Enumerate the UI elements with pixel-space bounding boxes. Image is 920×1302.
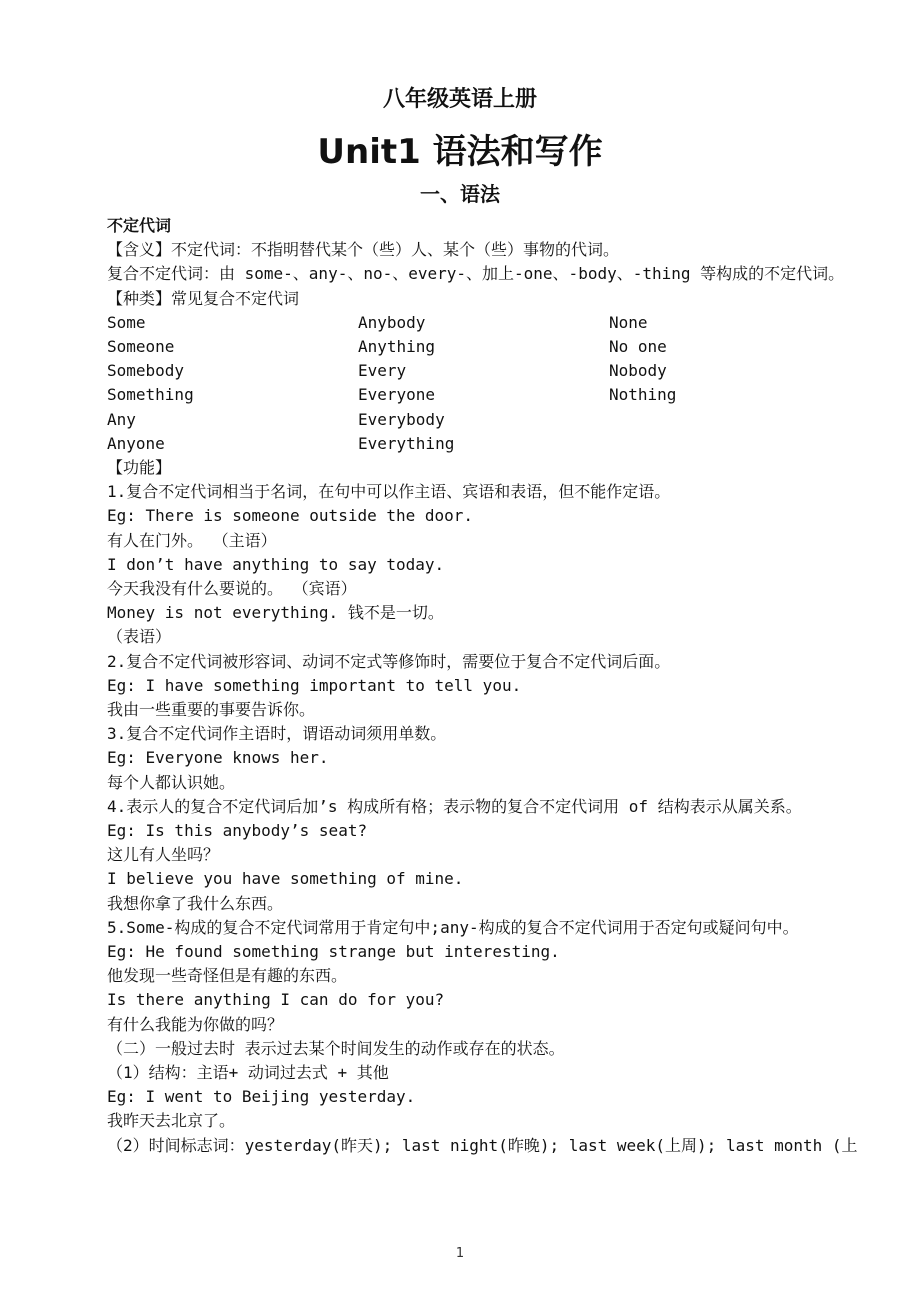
text-line: Eg: He found something strange but interesting.	[107, 942, 560, 961]
text-line: 我想你拿了我什么东西。	[107, 893, 284, 913]
document-body	[70, 214, 860, 1158]
text-line: 有人在门外。 （主语）	[107, 530, 277, 550]
text-line: 1.复合不定代词相当于名词，在句中可以作主语、宾语和表语，但不能作定语。	[107, 482, 671, 502]
pronoun-cell: Every	[358, 361, 407, 381]
types-heading: 【种类】常见复合不定代词	[107, 288, 300, 308]
page-number: 1	[455, 1246, 465, 1261]
pronoun-row	[107, 335, 860, 359]
pronoun-cell: Something	[107, 385, 194, 405]
text-line: I don’t have anything to say today.	[107, 554, 445, 574]
text-line: 每个人都认识她。	[107, 772, 236, 792]
text-line: 3.复合不定代词作主语时，谓语动词须用单数。	[107, 724, 447, 744]
pronoun-row	[107, 408, 860, 432]
pronoun-cell: No one	[609, 337, 667, 356]
grade-title: 八年级英语上册	[382, 87, 537, 112]
text-line: 今天我没有什么要说的。 （宾语）	[107, 578, 357, 598]
compound-definition: 复合不定代词：由 some-、any-、no-、every-、加上-one、-body、-thing 等构成的不定代词。	[107, 264, 845, 284]
text-line: （1）结构：主语+ 动词过去式 + 其他	[107, 1063, 389, 1083]
text-line: Eg: Is this anybody’s seat?	[107, 820, 368, 840]
pronoun-cell: Anybody	[358, 312, 426, 332]
text-line: 这儿有人坐吗？	[107, 845, 220, 865]
text-line: I believe you have something of mine.	[107, 869, 464, 889]
text-line: 有什么我能为你做的吗？	[107, 1014, 284, 1034]
text-line: 我昨天去北京了。	[107, 1111, 236, 1131]
pronoun-cell: Some	[107, 312, 146, 332]
rule-5: 5.Some-构成的复合不定代词常用于肯定句中;any-构成的复合不定代词用于否定句或疑问句中。	[107, 917, 799, 937]
pronoun-table	[70, 311, 860, 456]
pronoun-cell	[609, 432, 860, 456]
pronoun-cell	[609, 408, 860, 432]
function-heading: 【功能】	[107, 457, 172, 477]
pronoun-cell: Nothing	[609, 385, 677, 405]
rule-4: 4.表示人的复合不定代词后加’s 构成所有格；表示物的复合不定代词用 of 结构表示从属关系。	[107, 796, 802, 816]
pronoun-row	[107, 311, 860, 335]
pronoun-cell: Everybody	[358, 409, 445, 429]
pronoun-cell: Everyone	[358, 385, 436, 405]
text-line: Money is not everything. 钱不是一切。	[107, 603, 444, 623]
pronoun-cell: None	[609, 312, 648, 332]
pronoun-row	[107, 359, 860, 383]
unit-title: Unit1 语法和写作	[317, 132, 603, 172]
text-line: （表语）	[107, 627, 172, 647]
text-line: Eg: I went to Beijing yesterday.	[107, 1087, 416, 1107]
pronoun-row	[107, 432, 860, 456]
pronoun-cell: Anyone	[107, 433, 165, 453]
section-title: 一、语法	[420, 182, 500, 206]
text-line: Is there anything I can do for you?	[107, 990, 445, 1010]
text-line: 我由一些重要的事要告诉你。	[107, 699, 316, 719]
pronoun-cell: Nobody	[609, 361, 667, 381]
pronoun-cell: Everything	[358, 433, 455, 453]
text-line: Eg: Everyone knows her.	[107, 748, 329, 768]
text-line: Eg: I have something important to tell you.	[107, 675, 522, 695]
pronoun-cell: Anything	[358, 337, 436, 356]
text-line: Eg: There is someone outside the door.	[107, 506, 474, 526]
topic-heading: 不定代词	[107, 216, 172, 235]
text-line: 2.复合不定代词被形容词、动词不定式等修饰时，需要位于复合不定代词后面。	[107, 651, 671, 671]
pronoun-row	[107, 383, 860, 407]
text-line: （二）一般过去时 表示过去某个时间发生的动作或存在的状态。	[107, 1038, 565, 1058]
text-line: 他发现一些奇怪但是有趣的东西。	[107, 966, 348, 986]
pronoun-cell: Someone	[107, 337, 175, 356]
meaning-line: 【含义】不定代词：不指明替代某个（些）人、某个（些）事物的代词。	[107, 240, 620, 260]
pronoun-cell: Any	[107, 409, 136, 429]
pronoun-cell: Somebody	[107, 361, 185, 381]
time-markers-line: （2）时间标志词：yesterday(昨天); last night(昨晚); last week(上周); last month (上	[107, 1135, 858, 1155]
